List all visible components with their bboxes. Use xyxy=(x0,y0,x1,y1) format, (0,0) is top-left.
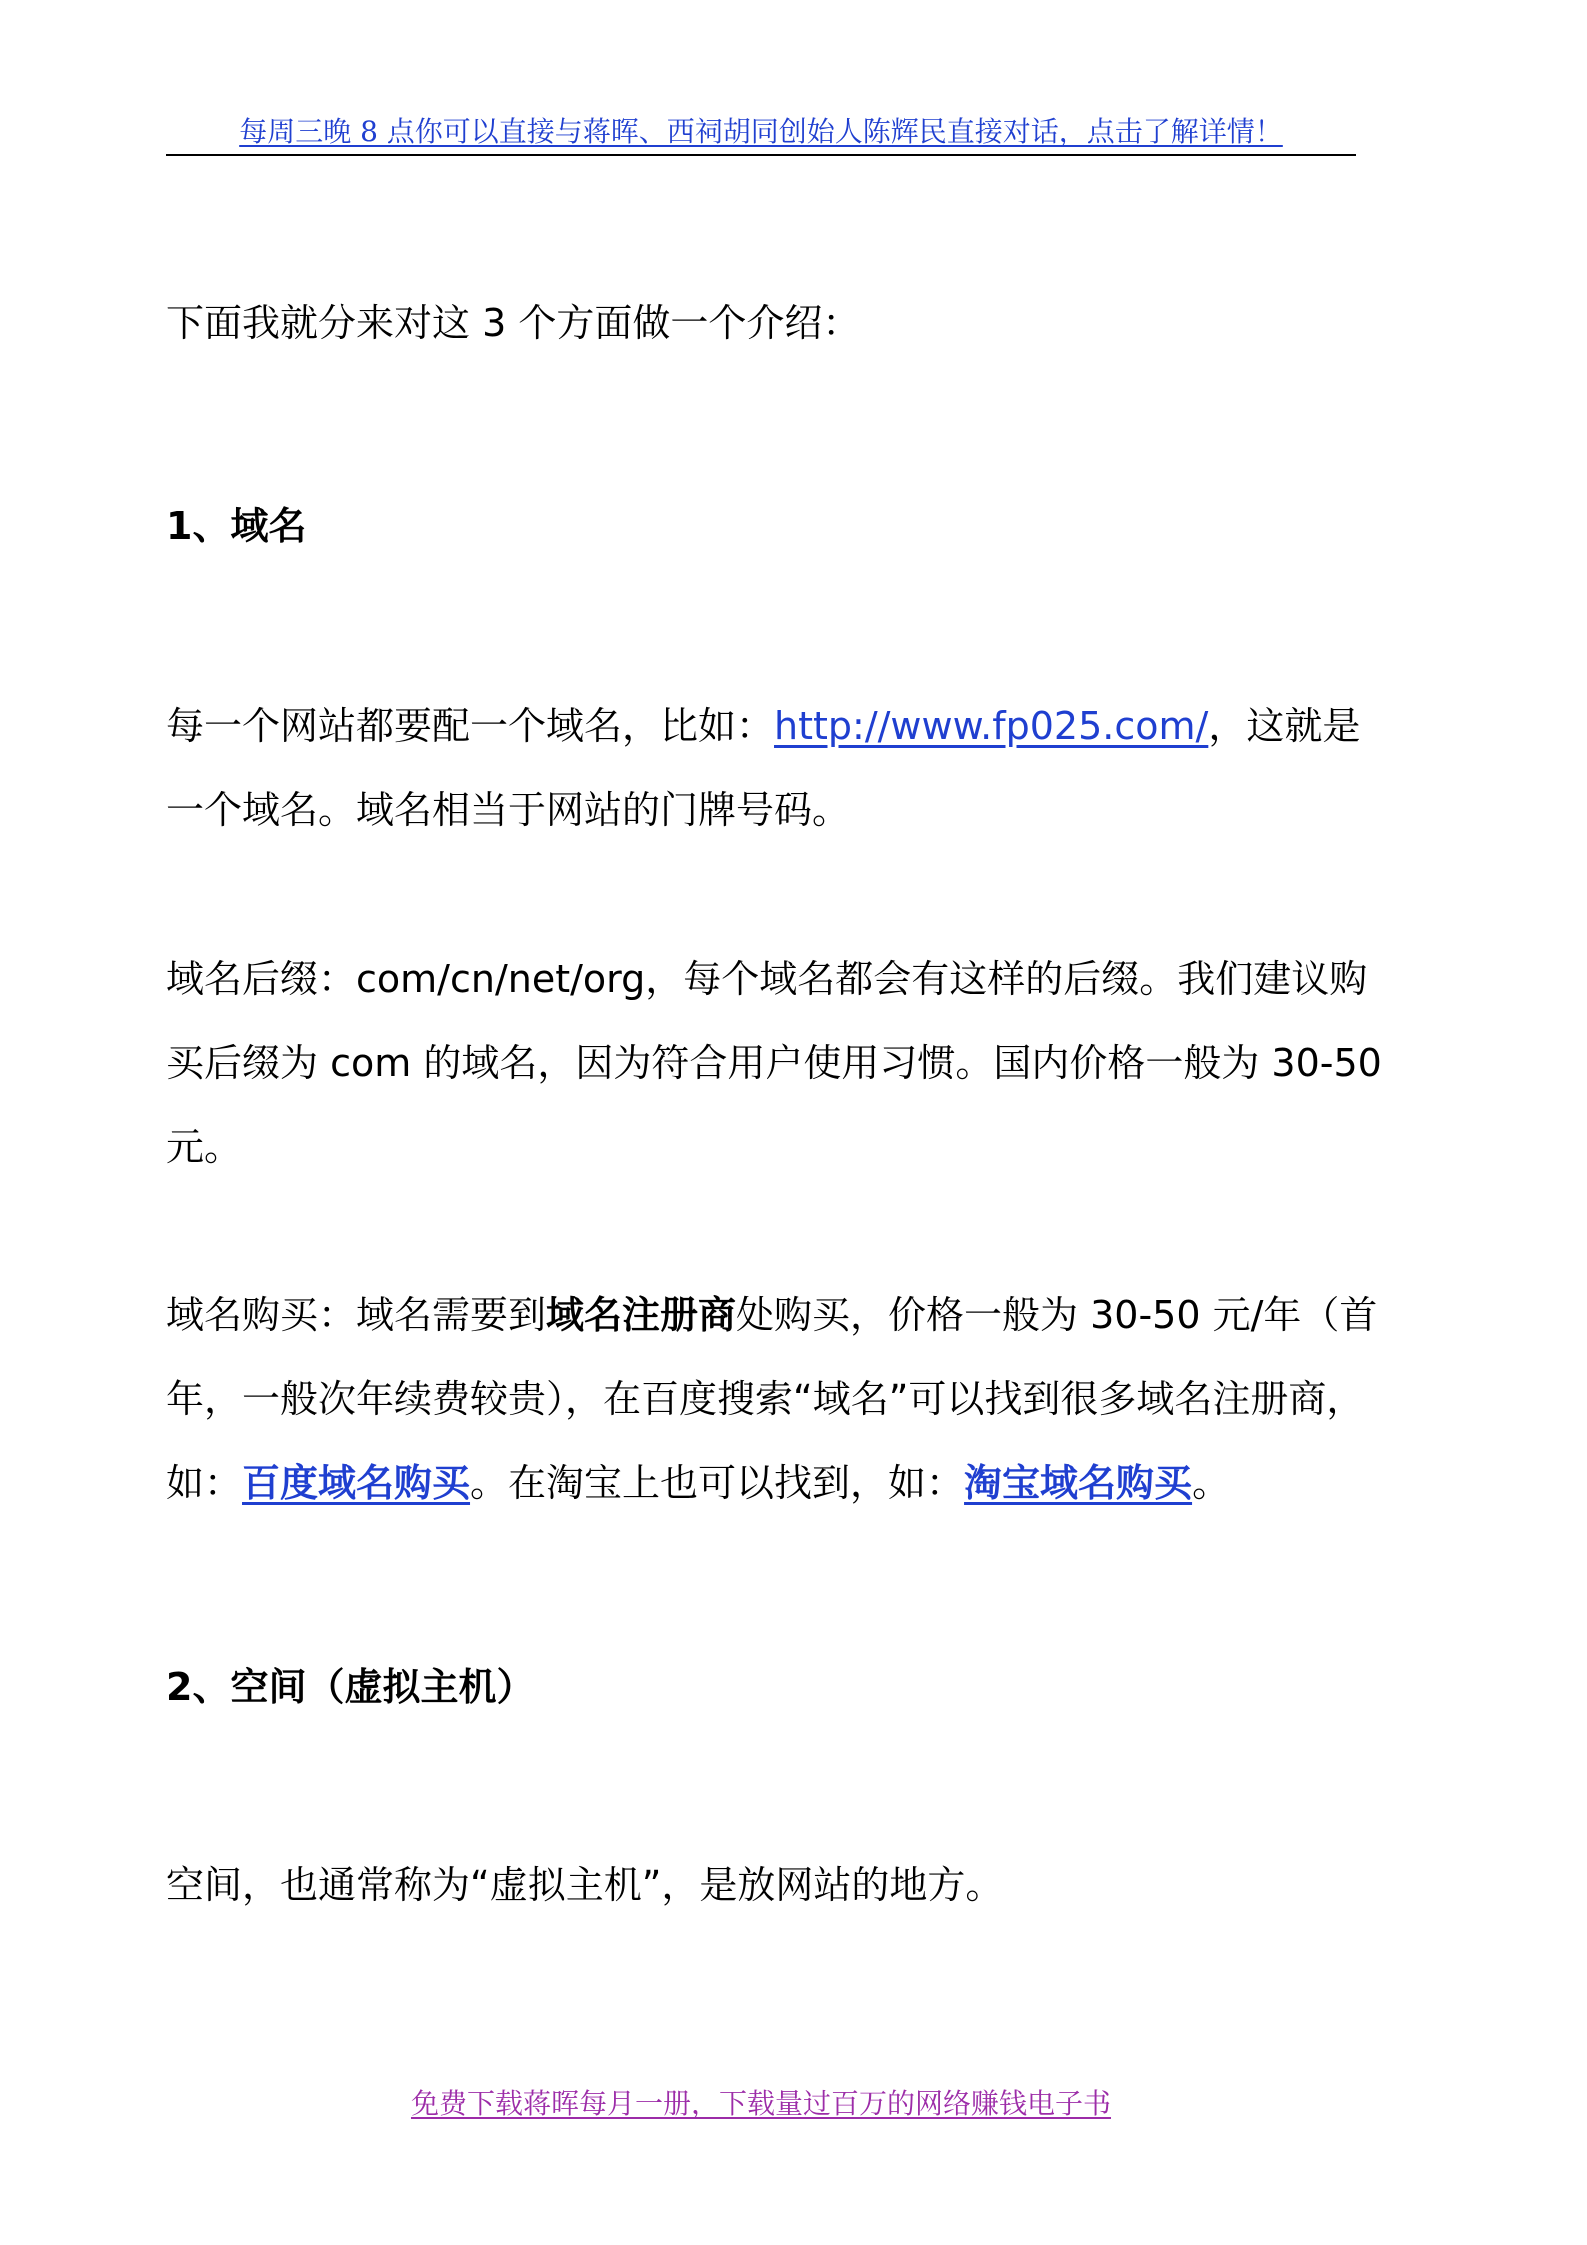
page-footer xyxy=(166,2086,1356,2122)
domain-purchase-prefix: 如： xyxy=(166,1461,243,1505)
domain-purchase-text-before: 域名购买：域名需要到 xyxy=(166,1293,547,1337)
intro-text: 下面我就分来对这 3 个方面做一个介绍： xyxy=(166,301,861,345)
registrar-bold-text: 域名注册商 xyxy=(546,1293,737,1337)
domain-suffix-line-3: 元。 xyxy=(166,1125,243,1169)
intro-paragraph xyxy=(166,281,1356,365)
domain-intro-text-after: ，这就是 xyxy=(1208,704,1361,748)
domain-intro-line-1 xyxy=(166,684,1361,768)
domain-purchase-mid: 。在淘宝上也可以找到，如： xyxy=(470,1461,965,1505)
domain-purchase-end: 。 xyxy=(1192,1461,1231,1505)
domain-purchase-paragraph xyxy=(166,1273,1378,1525)
section-1-heading xyxy=(166,484,1356,568)
example-domain-link[interactable]: http://www.fp025.com/ xyxy=(774,704,1209,748)
header-promo-link[interactable]: 每周三晚 8 点你可以直接与蒋晖、西祠胡同创始人陈辉民直接对话，点击了解详情！ xyxy=(239,115,1283,148)
domain-intro-line-2: 一个域名。域名相当于网站的门牌号码。 xyxy=(166,788,851,832)
domain-purchase-line-1 xyxy=(166,1273,1378,1357)
domain-intro-text-before: 每一个网站都要配一个域名，比如： xyxy=(166,704,775,748)
page-header xyxy=(166,114,1356,156)
section-1-heading-text: 1、域名 xyxy=(166,504,307,548)
domain-purchase-line-3 xyxy=(166,1441,1356,1525)
section-2-heading xyxy=(166,1645,1356,1729)
taobao-domain-link[interactable]: 淘宝域名购买 xyxy=(964,1461,1193,1505)
hosting-paragraph xyxy=(166,1843,1356,1927)
domain-purchase-text-after: 处购买，价格一般为 30-50 元/年（首 xyxy=(736,1293,1378,1337)
domain-suffix-paragraph xyxy=(166,937,1382,1189)
domain-purchase-line-2: 年，一般次年续费较贵），在百度搜索“域名”可以找到很多域名注册商， xyxy=(166,1377,1365,1421)
section-2-heading-text: 2、空间（虚拟主机） xyxy=(166,1665,535,1709)
baidu-domain-link[interactable]: 百度域名购买 xyxy=(242,1461,471,1505)
domain-suffix-line-2: 买后缀为 com 的域名，因为符合用户使用习惯。国内价格一般为 30-50 xyxy=(166,1041,1382,1085)
hosting-text: 空间，也通常称为“虚拟主机”，是放网站的地方。 xyxy=(166,1863,1004,1907)
footer-ebook-link[interactable]: 免费下载蒋晖每月一册，下载量过百万的网络赚钱电子书 xyxy=(410,2087,1111,2120)
domain-suffix-line-1: 域名后缀：com/cn/net/org，每个域名都会有这样的后缀。我们建议购 xyxy=(166,957,1368,1001)
domain-intro-paragraph xyxy=(166,684,1361,852)
